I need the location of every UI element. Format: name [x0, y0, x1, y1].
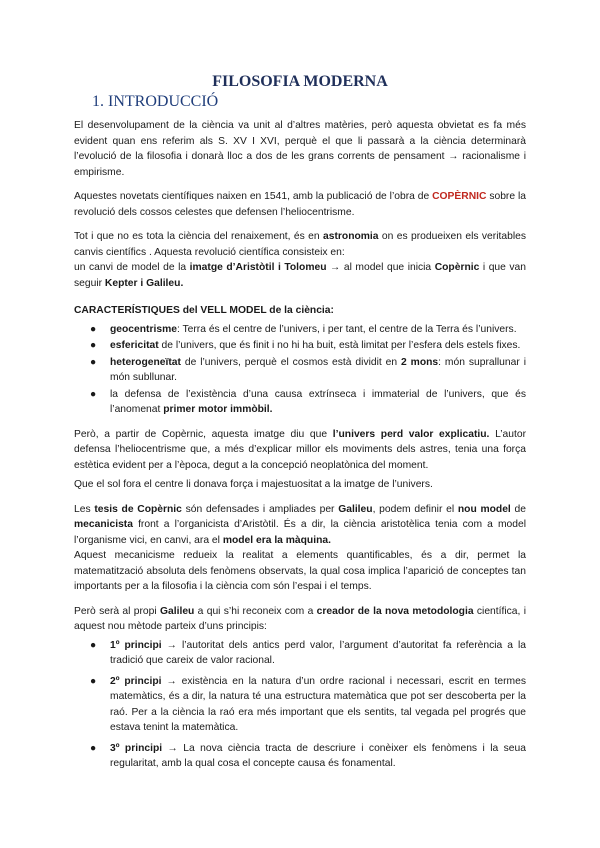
- paragraph-galileu: Però serà al propi Galileu a qui s’hi reconeix com a creador de la nova metodologia científica, i aquest nou mètode parteix d’uns principis:: [74, 605, 526, 632]
- list-item: ● geocentrisme: Terra és el centre de l’univers, i per tant, el centre de la Terra és l’univers.: [74, 322, 526, 338]
- document-page: [74, 72, 526, 777]
- paragraph-mecanicisme: Aquest mecanicisme redueix la realitat a elements quantificables, és a dir, permet la matematització absoluta dels fenòmens observats, la qual cosa implica l’aparició de conceptes tan importants per a la filosofia i la ciència com són l’espai i el temps.: [74, 550, 526, 592]
- document-title: FILOSOFIA MODERNA: [212, 73, 388, 90]
- paragraph-astronomia: Tot i que no es tota la ciència del renaixement, és en astronomia on es produeixen els veritables canvis científics . Aquesta revolució científica consisteix en:: [74, 231, 526, 258]
- list-item: ● la defensa de l’existència d’una causa extrínseca i immaterial de l’univers, que és l’anomenat primer motor immòbil.: [90, 388, 526, 415]
- list-item: ● heterogeneïtat de l’univers, perquè el cosmos està dividit en 2 mons: món suprallunar i món subllunar.: [90, 356, 526, 383]
- characteristics-heading: CARACTERÍSTIQUES del VELL MODEL de la ciència:: [74, 305, 334, 316]
- highlight-copernic: COPÈRNIC: [432, 191, 487, 202]
- bullet-icon: ●: [90, 742, 97, 754]
- list-item: ● 3º principi → La nova ciència tracta de descriure i conèixer els fenòmens i la seua regularitat, amb la qual cosa el concepte causa és fonamental.: [90, 742, 526, 769]
- paragraph-intro: El desenvolupament de la ciència va unit al d’altres matèries, però aquesta obvietat es fa més evident quan ens referim als S. XV I XVI, perquè el que li passarà a la ciència determinarà l’evolució de la filosofia i donarà lloc a dos de les grans corrents de pensament → racionalisme i empirisme.: [74, 120, 526, 178]
- bullet-icon: ●: [90, 340, 97, 351]
- bullet-icon: ●: [90, 675, 97, 687]
- section-heading: 1. INTRODUCCIÓ: [92, 93, 219, 110]
- paragraph-model-change: un canvi de model de la imatge d’Aristòtil i Tolomeu → al model que inicia Copèrnic i que van seguir Kepter i Galileu.: [74, 262, 527, 289]
- bullet-icon: ●: [90, 388, 97, 400]
- paragraph-sol: Que el sol fora el centre li donava força i majestuositat a la imatge de l’univers.: [74, 479, 433, 490]
- principles-list: [74, 638, 526, 772]
- paragraph-explicatiu: Però, a partir de Copèrnic, aquesta imatge diu que l’univers perd valor explicatiu. L’autor defensa l’heliocentrisme que, a més d’explicar millor els moviments dels astres, tenia una força estètica evident per a l’època, degut a la concepció neoplatònica del moment.: [74, 428, 527, 471]
- old-model-list: [74, 322, 526, 418]
- bullet-icon: ●: [90, 323, 97, 335]
- list-item: ● 2º principi → existència en la natura d’un ordre racional i necessari, escrit en termes matemàtics, és a dir, la natura té una estructura matemàtica que pot ser descoberta per la raó. Per a la ciència la raó era més important que els sentits, tal vegada pel progrés que estava tenint la matemàtica.: [90, 675, 526, 733]
- list-item: ● 1º principi → l’autoritat dels antics perd valor, l’argument d’autoritat fa referència a la tradició que careix de valor racional.: [90, 639, 526, 666]
- paragraph-tesis: Les tesis de Copèrnic són defensades i ampliades per Galileu, podem definir el nou model de mecanicista front a l’organicista d’Aristòtil. És a dir, la ciència aristotèlica tenia com a model l’organisme vici, en canvi, ara el model era la màquina.: [74, 503, 526, 546]
- paragraph-copernic: Aquestes novetats científiques naixen en 1541, amb la publicació de l’obra de COPÈRNIC sobre la revolució dels cossos celestes que defensen l’heliocentrisme.: [74, 191, 526, 218]
- bullet-icon: ●: [90, 639, 97, 651]
- bullet-icon: ●: [90, 356, 97, 368]
- list-item: ● esfericitat de l’univers, que és finit i no hi ha buit, està limitat per l’esfera dels estels fixes.: [74, 338, 526, 354]
